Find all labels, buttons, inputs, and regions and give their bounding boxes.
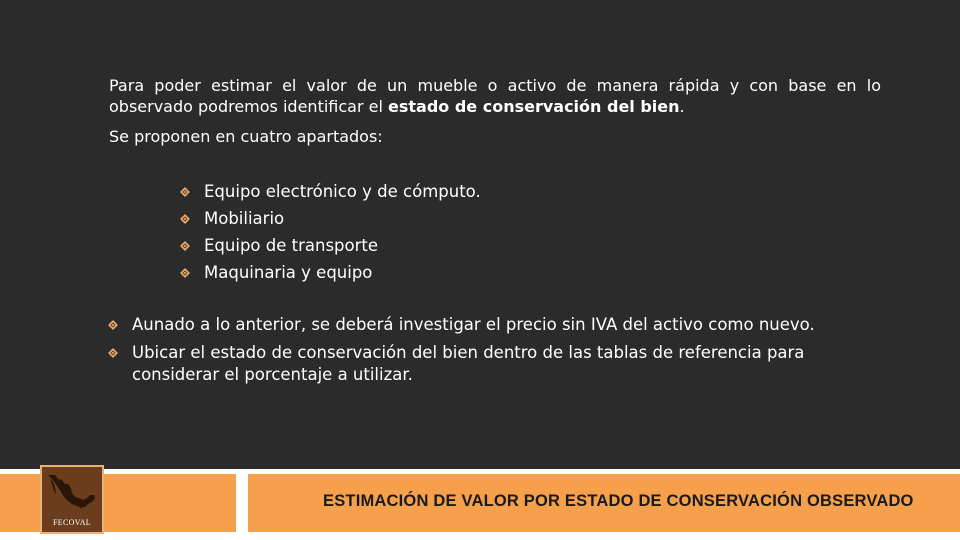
logo-text: FECOVAL xyxy=(53,518,91,527)
list-item-text: Equipo electrónico y de cómputo. xyxy=(204,182,481,201)
diamond-bullet-icon xyxy=(180,241,190,251)
list-item xyxy=(180,259,481,286)
category-list xyxy=(180,178,481,286)
diamond-bullet-icon xyxy=(180,187,190,197)
footer-orange-right xyxy=(248,474,960,532)
diamond-bullet-icon xyxy=(180,268,190,278)
mexico-map-icon xyxy=(46,471,98,513)
list-item xyxy=(108,342,868,386)
diamond-bullet-icon xyxy=(108,348,118,358)
list-item xyxy=(180,205,481,232)
diamond-bullet-icon xyxy=(108,320,118,330)
list-item xyxy=(180,232,481,259)
list-item-text: Equipo de transporte xyxy=(204,236,379,255)
list-item-text: Ubicar el estado de conservación del bien dentro de las tablas de referencia para considerar el porcentaje a utilizar. xyxy=(132,343,805,384)
intro-period: . xyxy=(679,97,685,116)
footer-title: ESTIMACIÓN DE VALOR POR ESTADO DE CONSERVACIÓN OBSERVADO xyxy=(323,492,914,510)
intro-paragraph xyxy=(109,75,881,117)
fecoval-logo xyxy=(40,465,104,534)
footer-orange-left xyxy=(0,474,236,532)
intro-text: Para poder estimar el valor de un mueble o activo de manera rápida y con base en lo observado podremos identificar el xyxy=(109,76,881,116)
intro-subtitle: Se proponen en cuatro apartados: xyxy=(109,127,383,146)
intro-bold-text: estado de conservación del bien xyxy=(388,97,680,116)
list-item-text: Mobiliario xyxy=(204,209,285,228)
list-item-text: Maquinaria y equipo xyxy=(204,263,373,282)
list-item xyxy=(108,314,868,336)
diamond-bullet-icon xyxy=(180,214,190,224)
instruction-list xyxy=(108,314,868,392)
list-item xyxy=(180,178,481,205)
list-item-text: Aunado a lo anterior, se deberá investigar el precio sin IVA del activo como nuevo. xyxy=(132,315,815,334)
